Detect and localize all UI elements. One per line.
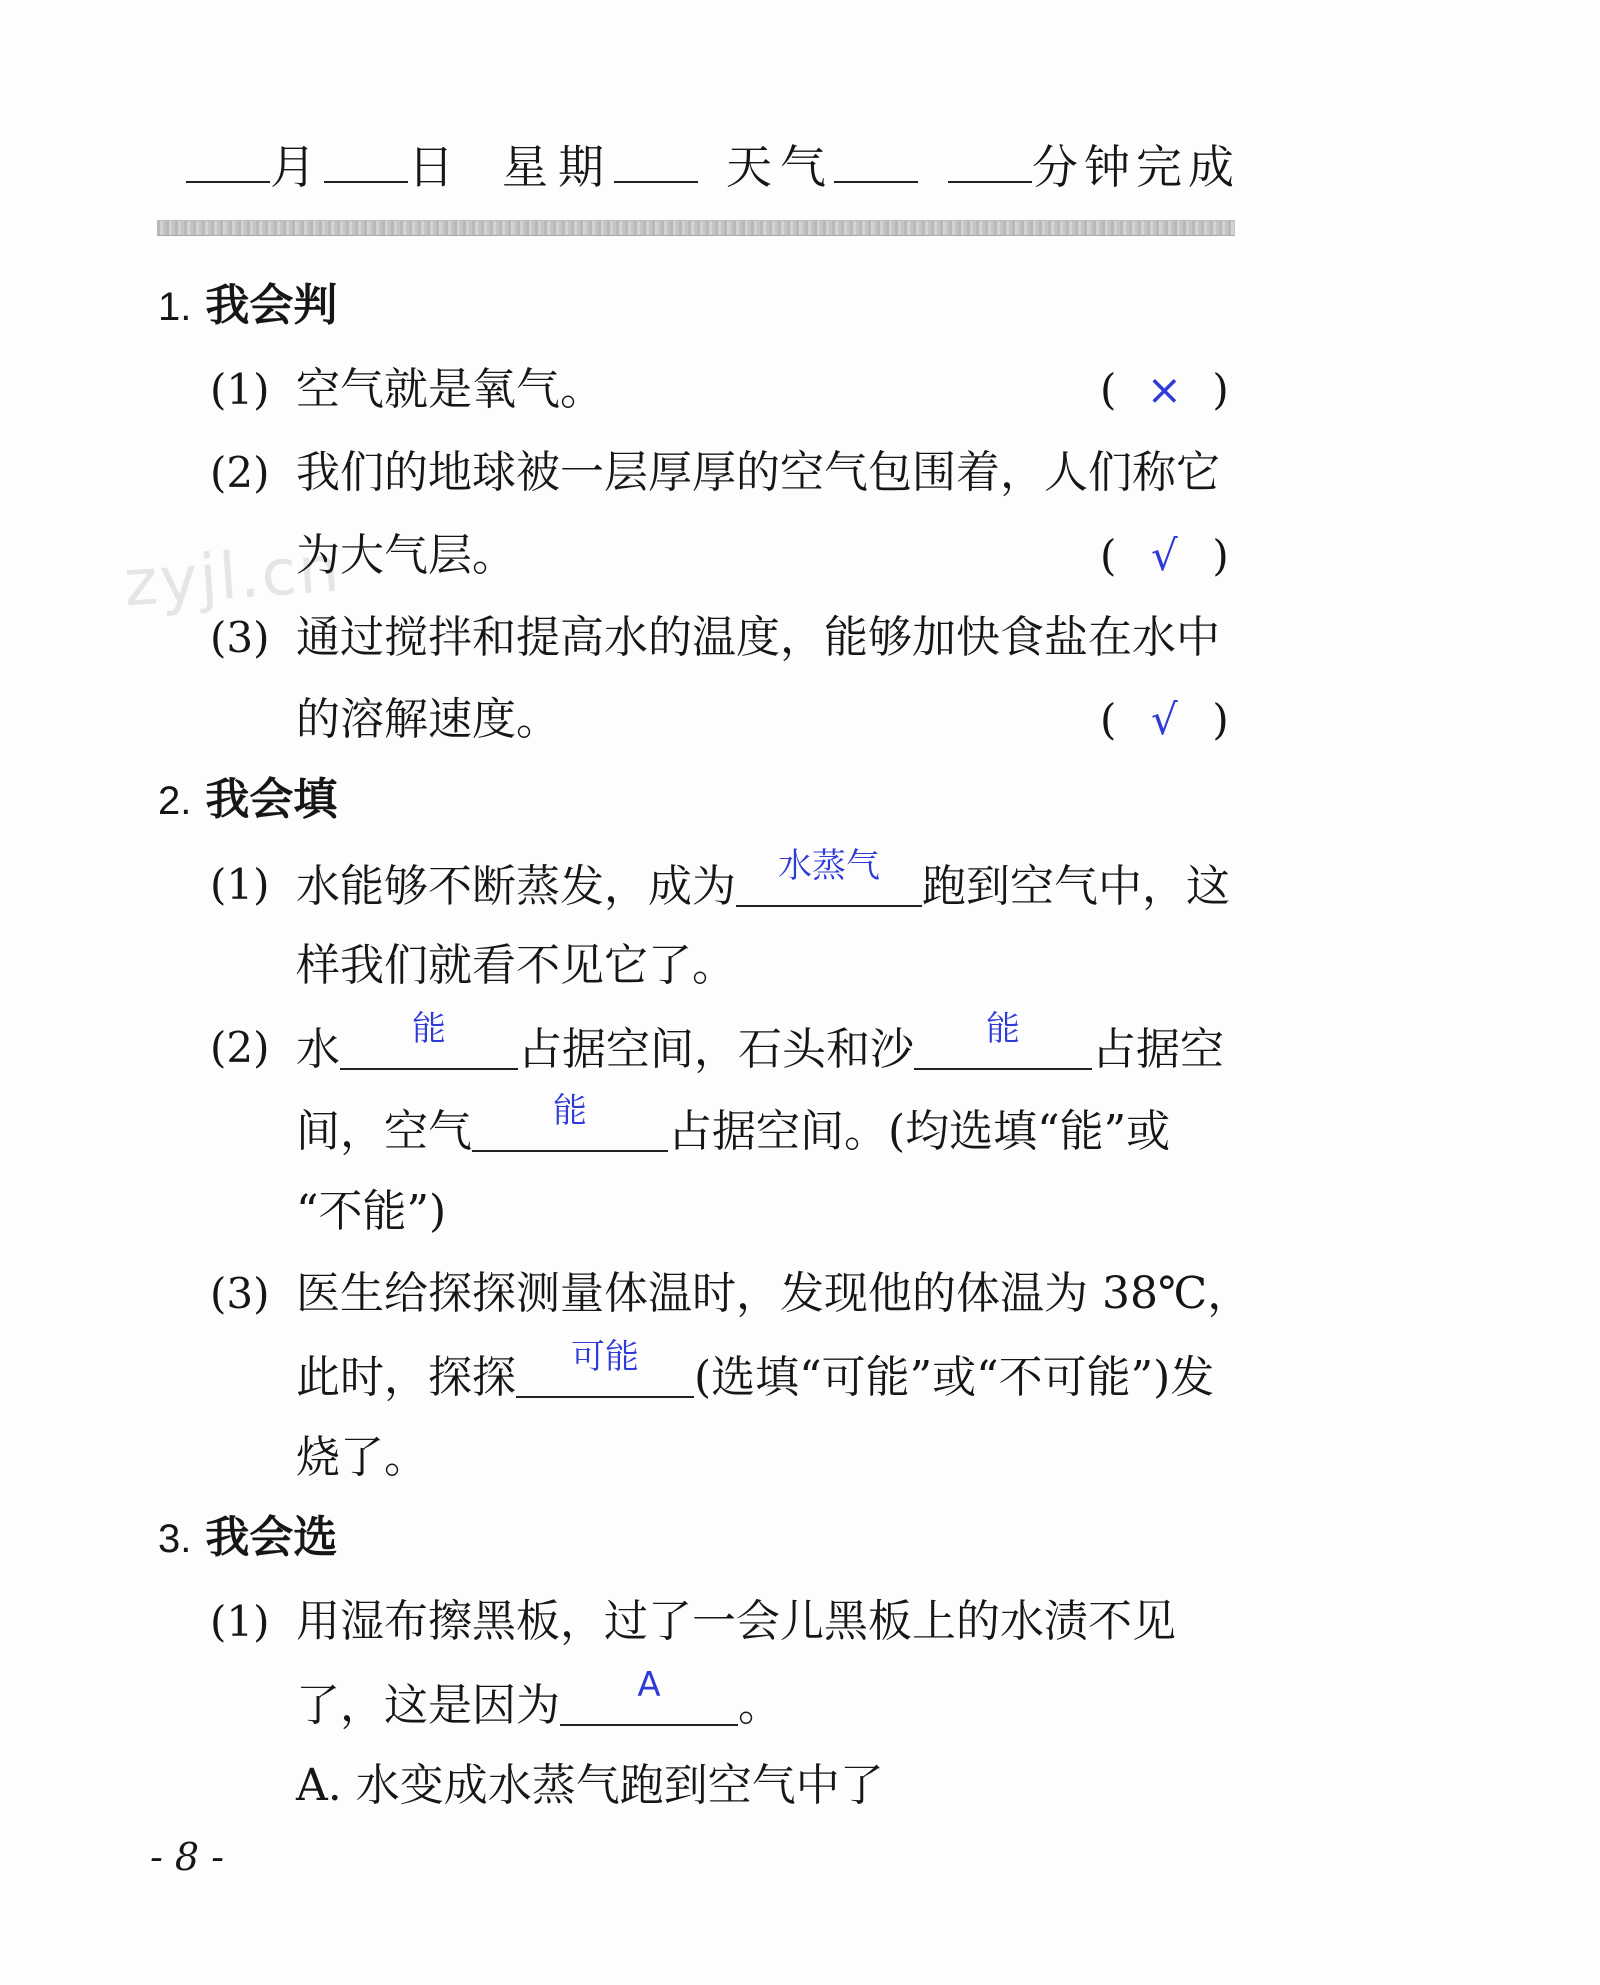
q1-2-text-line2: 为大气层。 [296, 530, 516, 581]
q2-1-answer: 水蒸气 [778, 846, 880, 886]
q2-2-text-d: 间，空气 [296, 1106, 472, 1157]
minutes-blank[interactable] [948, 135, 1032, 183]
q1-2-answer: √ [1151, 531, 1178, 580]
page-number: - 8 - [150, 1835, 225, 1879]
q2-3-text-a: 此时，探探 [296, 1352, 516, 1403]
q1-2-answer-paren[interactable]: ( √ ) [1100, 526, 1229, 586]
q1-3-text-line1: 通过搅拌和提高水的温度，能够加快食盐在水中 [296, 612, 1220, 663]
q3-1-answer: A [637, 1665, 661, 1705]
day-field [324, 132, 454, 202]
weekday-field [502, 132, 698, 202]
weather-label: 天气 [726, 140, 834, 194]
q2-2-answer-2: 能 [986, 1009, 1020, 1049]
q2-2-text-a: 水 [296, 1024, 340, 1075]
q1-2-text-line1: 我们的地球被一层厚厚的空气包围着，人们称它 [296, 447, 1220, 498]
q2-2-number: (2) [210, 1023, 270, 1072]
q1-1-answer-paren[interactable]: ( × ) [1100, 360, 1229, 420]
section-title: 我会选 [205, 1512, 338, 1563]
day-blank[interactable] [324, 135, 408, 183]
q1-3-answer-paren[interactable]: ( √ ) [1100, 690, 1229, 750]
q2-2-blank-1[interactable] [340, 1009, 518, 1070]
q2-2-blank-3[interactable] [472, 1091, 668, 1152]
q2-2-text-c: 占据空 [1092, 1024, 1224, 1075]
q1-2-number: (2) [210, 448, 270, 497]
q2-1-text-a: 水能够不断蒸发，成为 [296, 861, 736, 912]
q2-2-answer-1: 能 [412, 1009, 446, 1049]
q3-1-number: (1) [210, 1597, 270, 1646]
q2-2-line1 [296, 1009, 1224, 1080]
q2-2-answer-3: 能 [553, 1091, 587, 1131]
minutes-label: 分钟完成 [1032, 140, 1240, 194]
q2-1-blank[interactable] [736, 846, 922, 907]
q2-3-answer: 可能 [571, 1337, 639, 1377]
weekday-blank[interactable] [614, 135, 698, 183]
q2-1-number: (1) [210, 860, 270, 909]
section-number: 3. [158, 1517, 192, 1561]
q3-1-line1: 用湿布擦黑板，过了一会儿黑板上的水渍不见 [296, 1596, 1176, 1647]
q3-1-line2 [296, 1665, 782, 1736]
q2-1-text-b: 跑到空气中，这 [922, 861, 1230, 912]
q2-3-blank[interactable] [516, 1337, 694, 1398]
watermark: zyjl.cn [121, 532, 344, 622]
month-field [186, 132, 316, 202]
day-label: 日 [408, 140, 454, 194]
q3-1-option-a: A. 水变成水蒸气跑到空气中了 [296, 1760, 884, 1811]
weekday-label: 星期 [502, 140, 614, 194]
q2-2-text-e: 占据空间。(均选填“能”或 [668, 1106, 1171, 1157]
q3-1-text-b: 。 [738, 1680, 782, 1731]
q2-1-line1 [296, 846, 1230, 917]
header-divider [157, 220, 1235, 236]
q1-1-answer: × [1146, 365, 1182, 414]
weather-field [726, 132, 918, 202]
q1-1-number: (1) [210, 365, 270, 414]
q2-2-line3: “不能”) [296, 1186, 447, 1237]
month-blank[interactable] [186, 135, 270, 183]
q3-1-blank[interactable] [560, 1665, 738, 1726]
section-title: 我会填 [205, 774, 338, 825]
q2-3-line1: 医生给探探测量体温时，发现他的体温为 38℃， [296, 1268, 1252, 1319]
q1-3-text-line2: 的溶解速度。 [296, 694, 560, 745]
q2-2-text-b: 占据空间，石头和沙 [518, 1024, 914, 1075]
q1-3-number: (3) [210, 613, 270, 662]
q2-3-line2 [296, 1337, 1215, 1408]
q2-3-line3: 烧了。 [296, 1432, 428, 1483]
section-1-heading [158, 276, 337, 337]
q2-2-line2 [296, 1091, 1171, 1162]
month-label: 月 [270, 140, 316, 194]
q2-2-blank-2[interactable] [914, 1009, 1092, 1070]
section-3-heading [158, 1508, 337, 1569]
section-2-heading [158, 770, 337, 831]
q2-3-number: (3) [210, 1269, 270, 1318]
section-number: 1. [158, 285, 192, 329]
q1-1-text: 空气就是氧气。 [296, 364, 604, 415]
q2-1-line2: 样我们就看不见它了。 [296, 940, 736, 991]
header-row [186, 132, 1240, 202]
section-number: 2. [158, 779, 192, 823]
weather-blank[interactable] [834, 135, 918, 183]
minutes-field [948, 132, 1240, 202]
q3-1-text-a: 了，这是因为 [296, 1680, 560, 1731]
q1-3-answer: √ [1151, 695, 1178, 744]
section-title: 我会判 [205, 280, 338, 331]
q2-3-text-b: (选填“可能”或“不可能”)发 [694, 1352, 1215, 1403]
